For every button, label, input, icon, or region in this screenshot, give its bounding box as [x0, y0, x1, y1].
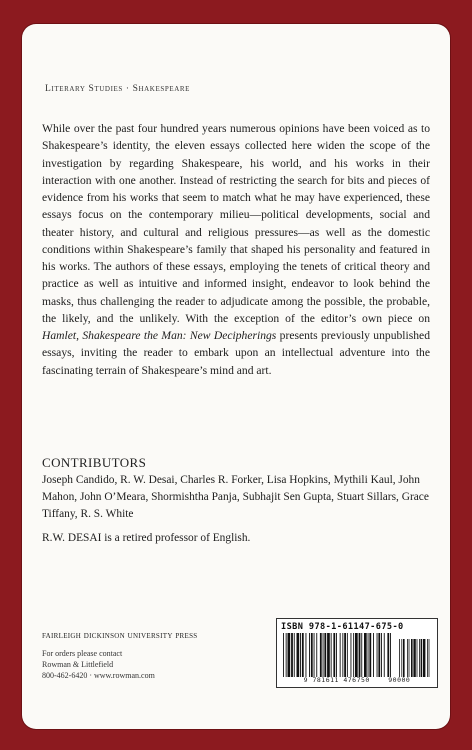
barcode-addon-bar	[429, 639, 430, 677]
barcode-bar	[384, 633, 385, 677]
barcode-bar	[390, 633, 391, 677]
barcode-bar	[342, 633, 343, 677]
barcode-bar	[311, 633, 313, 677]
publisher-name-text: fairleigh dickinson university press	[42, 631, 198, 641]
orders-line-3: 800-462-6420 · www.rowman.com	[42, 671, 155, 680]
barcode-addon-bar	[403, 639, 405, 677]
barcode-bar	[314, 633, 315, 677]
barcode-addon-bar	[413, 639, 415, 677]
barcode-bar	[347, 633, 348, 677]
blurb-text	[42, 120, 430, 379]
barcode-addon-bar	[427, 639, 428, 677]
barcode-bar	[320, 633, 322, 677]
blurb-part-2: presents previously unpublished essays, inviting the reader to embark upon an intellectual adventure into the fascinating terrain of Shakespeare’s mind and art.	[42, 329, 430, 377]
barcode-bar	[306, 633, 307, 677]
barcode-bar	[378, 633, 380, 677]
barcode-bar	[377, 633, 378, 677]
barcode-bar	[381, 633, 382, 677]
barcode-addon-bar	[419, 639, 420, 677]
barcode-bar	[369, 633, 371, 677]
series-label	[45, 84, 190, 94]
author-bio: R.W. DESAI is a retired professor of English.	[42, 532, 251, 544]
blurb-italic-title: Hamlet, Shakespeare the Man: New Decipherings	[42, 329, 277, 342]
barcode-digits	[277, 676, 437, 684]
contributors-heading: CONTRIBUTORS	[42, 455, 147, 470]
barcode-price-code: 90000	[388, 676, 411, 684]
barcode-bars	[283, 633, 431, 677]
barcode-addon-bar	[421, 639, 423, 677]
contributors-list: Joseph Candido, R. W. Desai, Charles R. Forker, Lisa Hopkins, Mythili Kaul, John Mahon, John O’Meara, Shormishtha Panja, Subhajit Sen Gupta, Stuart Sillars, Grace Tiffany, R. S. White	[42, 474, 429, 520]
orders-line-2: Rowman & Littlefield	[42, 660, 114, 669]
barcode-bar	[291, 633, 293, 677]
barcode-bar	[359, 633, 361, 677]
barcode-bar	[327, 633, 330, 677]
barcode-bar	[368, 633, 369, 677]
barcode-bar	[323, 633, 324, 677]
barcode-bar	[331, 633, 332, 677]
barcode-bar	[333, 633, 335, 677]
barcode-bar	[364, 633, 367, 677]
barcode-addon-bar	[407, 639, 408, 677]
barcode-bar	[297, 633, 300, 677]
barcode-bar	[373, 633, 374, 677]
barcode-addon-bar	[409, 639, 410, 677]
barcode-addon-bar	[411, 639, 413, 677]
back-cover-page	[22, 24, 450, 729]
barcode-addon-bar	[417, 639, 418, 677]
barcode-bar	[353, 633, 354, 677]
barcode-bar	[351, 633, 352, 677]
barcode-bar	[340, 633, 341, 677]
orders-info	[42, 648, 155, 681]
barcode-bar	[302, 633, 304, 677]
series-text: Literary Studies · Shakespeare	[45, 84, 190, 94]
barcode-bar	[387, 633, 389, 677]
barcode-bar	[344, 633, 346, 677]
barcode-bar	[288, 633, 291, 677]
barcode-bar	[316, 633, 317, 677]
barcode-addon-bar	[401, 639, 402, 677]
barcode-bar	[336, 633, 337, 677]
barcode-bar	[283, 633, 284, 677]
barcode-box	[276, 618, 438, 688]
barcode-bar	[309, 633, 310, 677]
barcode-addon-bar	[423, 639, 425, 677]
isbn-text: ISBN 978-1-61147-675-0	[281, 622, 404, 632]
barcode-bar	[286, 633, 287, 677]
orders-line-1: For orders please contact	[42, 649, 123, 658]
barcode-number: 9 781611 476750	[303, 676, 370, 684]
blurb-part-1: While over the past four hundred years numerous opinions have been voiced as to Shakespeare’s identity, the eleven essays collected here widen the scope of the investigation by regarding Shakespeare, his world, and his works in their interaction with one another. Instead of restricting the search for bits and pieces of evidence from his works that seem to match what he may have experienced, these essays focus on the contemporary milieu—political developments, social and theater history, and cultural and religious pressures—as well as the domestic conditions within Shakespeare’s family that shaped his personality and featured in his works. The authors of these essays, employing the tenets of critical theory and practice as well as intuitive and informed insight, endeavor to look behind the masks, thus challenging the reader to adjudicate among the possible, the probable, the likely, and the unlikely. With the exception of the editor’s own piece on	[42, 122, 430, 325]
barcode-bar	[300, 633, 301, 677]
barcode-bar	[355, 633, 358, 677]
barcode-bar	[324, 633, 326, 677]
barcode-bar	[294, 633, 295, 677]
publisher-name	[42, 631, 197, 641]
barcode-addon-bar	[399, 639, 400, 677]
barcode-bar	[361, 633, 362, 677]
